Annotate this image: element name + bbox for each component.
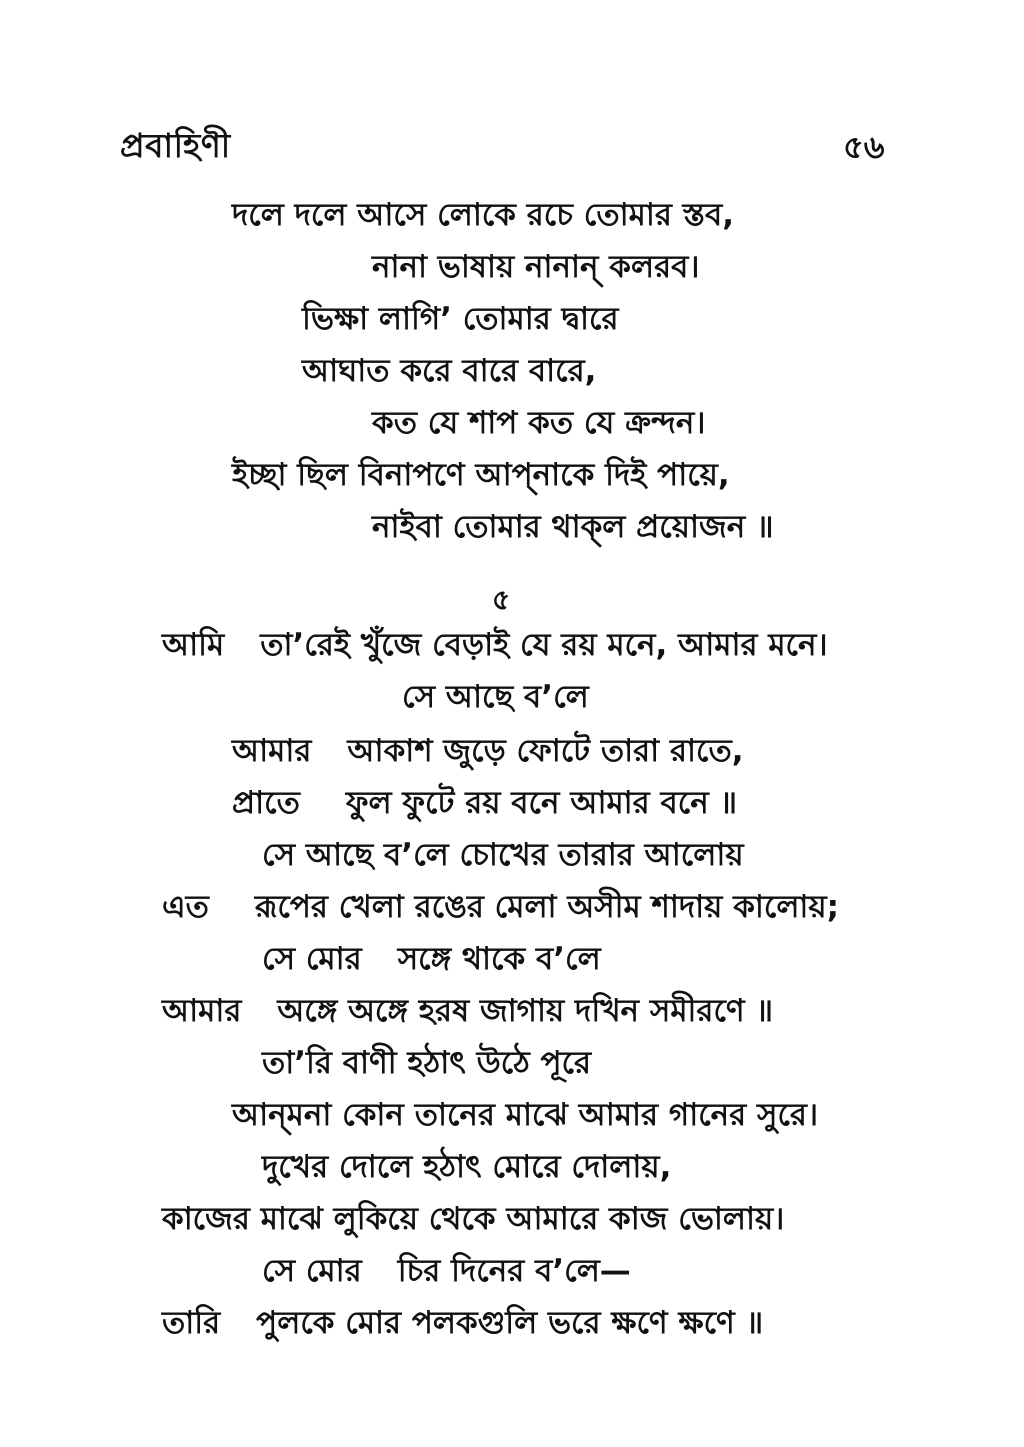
- verse-line: [262, 1045, 592, 1081]
- verse-text: আকাশ জুড়ে ফোটে তারা রাতে,: [347, 733, 744, 769]
- page-number: ৫৬: [843, 128, 885, 166]
- verse-line: [162, 1305, 764, 1341]
- verse-text: দুখের দোলে হঠাৎ মোরে দোলায়,: [262, 1149, 672, 1185]
- verse-line: [262, 1253, 631, 1289]
- verse-line: নাইবা তোমার থাক্‌ল প্রয়োজন ॥: [372, 509, 774, 545]
- verse-lead-word: এত: [162, 889, 209, 925]
- verse-line: ভিক্ষা লাগি’ তোমার দ্বারে: [302, 301, 619, 337]
- verse-lead-word: তারি: [162, 1305, 221, 1341]
- verse-lead-word: আমি: [162, 627, 225, 663]
- verse-text: সে আছে ব’লে চোখের তারার আলোয়: [262, 837, 744, 873]
- verse-text: তা’রি বাণী হঠাৎ উঠে পূরে: [262, 1045, 592, 1081]
- verse-line: [162, 627, 828, 663]
- verse-text: পুলকে মোর পলকগুলি ভরে ক্ষণে ক্ষণে ॥: [256, 1305, 764, 1341]
- verse-line: [232, 733, 744, 769]
- running-header-title: প্রবাহিণী: [120, 126, 231, 165]
- verse-text: তা’রেই খুঁজে বেড়াই যে রয় মনে, আমার মনে।: [260, 627, 828, 663]
- verse-text: কাজের মাঝে লুকিয়ে থেকে আমারে কাজ ভোলায়।: [162, 1201, 785, 1237]
- verse-line: নানা ভাষায় নানান্ কলরব।: [372, 249, 700, 285]
- verse-line: দলে দলে আসে লোকে রচে তোমার স্তব,: [232, 197, 734, 233]
- verse-line: [232, 1097, 819, 1133]
- verse-line: ইচ্ছা ছিল বিনাপণে আপ্‌নাকে দিই পায়ে,: [232, 457, 730, 493]
- verse-line: কত যে শাপ কত যে ক্রন্দন।: [372, 405, 706, 441]
- verse-line: [162, 889, 840, 925]
- verse-text: আন্‌মনা কোন তানের মাঝে আমার গানের সুরে।: [232, 1097, 819, 1133]
- verse-text: রূপের খেলা রঙের মেলা অসীম শাদায় কালোয়;: [254, 889, 840, 925]
- verse-line: [162, 1201, 785, 1237]
- verse-text: সে আছে ব’লে: [402, 679, 589, 715]
- verse-text: অঙ্গে অঙ্গে হরষ জাগায় দখিন সমীরণে ॥: [277, 993, 773, 1029]
- verse-line: [162, 993, 773, 1029]
- verse-lead-word: সে মোর: [262, 941, 362, 977]
- verse-line: আঘাত করে বারে বারে,: [302, 353, 597, 389]
- song-number: ৫: [492, 583, 511, 616]
- verse-lead-word: সে মোর: [262, 1253, 362, 1289]
- verse-line: [262, 837, 744, 873]
- verse-text: সঙ্গে থাকে ব’লে: [397, 941, 601, 977]
- verse-text: ফুল ফুটে রয় বনে আমার বনে ॥: [345, 785, 738, 821]
- verse-line: [262, 1149, 672, 1185]
- verse-lead-word: আমার: [162, 993, 242, 1029]
- verse-lead-word: প্রাতে: [232, 785, 300, 821]
- verse-line: [402, 679, 589, 715]
- verse-lead-word: আমার: [232, 733, 312, 769]
- verse-line: [262, 941, 601, 977]
- verse-text: চির দিনের ব’লে—: [397, 1253, 631, 1289]
- verse-line: [232, 785, 738, 821]
